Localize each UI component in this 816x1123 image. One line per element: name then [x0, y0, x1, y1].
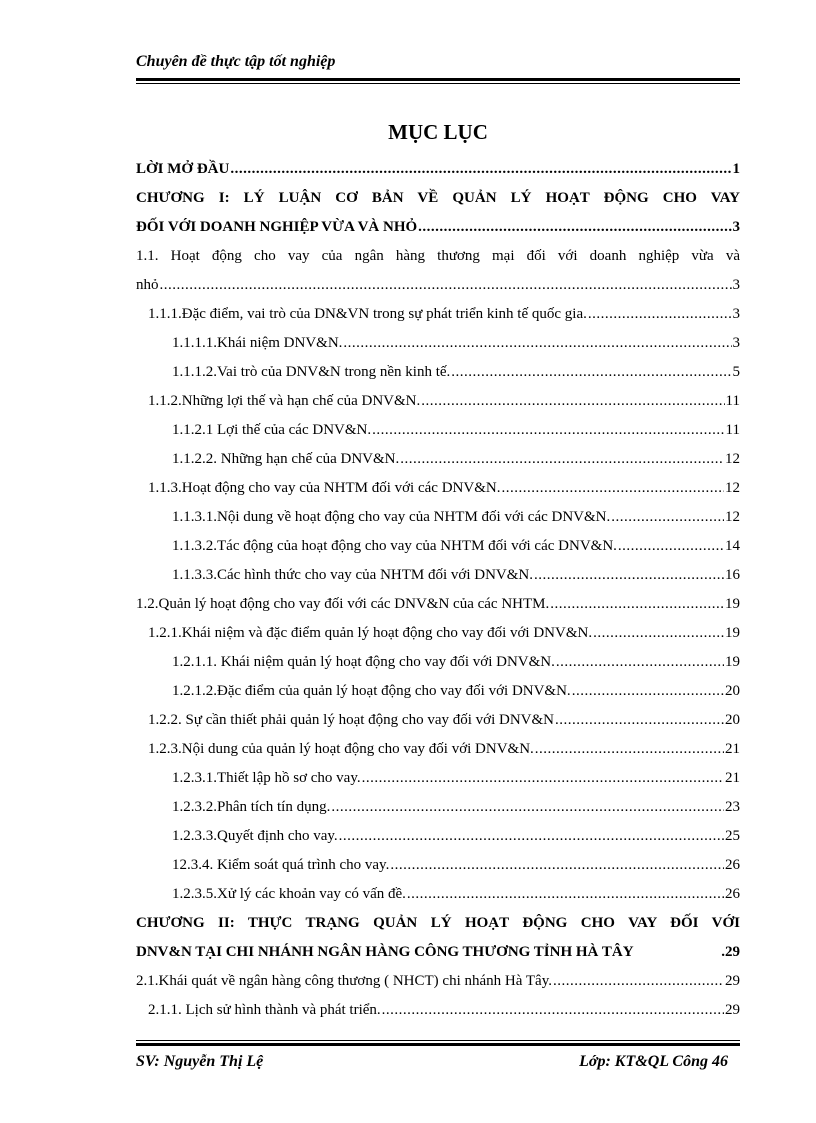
- toc-entry[interactable]: [136, 619, 740, 648]
- toc-entry[interactable]: [136, 764, 740, 793]
- toc-entry-page: 14: [725, 538, 740, 554]
- toc-entry-text: nhỏ: [136, 277, 159, 293]
- toc-entry-page: 3: [732, 277, 740, 293]
- toc-leader-dots: [343, 329, 731, 358]
- toc-entry-page: 12: [725, 451, 740, 467]
- toc-entry-text: 1.1.3.1.Nội dung về hoạt động cho vay của NHTM đối với các DNV&N.: [172, 509, 611, 525]
- toc-leader-dots: [556, 648, 724, 677]
- toc-entry-page: 26: [725, 886, 740, 902]
- toc-entry-text: LỜI MỞ ĐẦU: [136, 161, 230, 177]
- toc-entry-text-line1: CHƯƠNG II: THỰC TRẠNG QUẢN LÝ HOẠT ĐỘNG CHO VAY ĐỐI VỚI: [136, 915, 740, 931]
- toc-entry-text: 2.1.1. Lịch sử hình thành và phát triển.: [148, 1002, 381, 1018]
- toc-entry[interactable]: [136, 648, 740, 677]
- toc-leader-dots: [618, 532, 724, 561]
- toc-leader-dots: [501, 474, 724, 503]
- toc-leader-dots: [331, 793, 724, 822]
- page-footer: [136, 1040, 740, 1072]
- toc-entry[interactable]: [136, 735, 740, 764]
- footer-student: SV: Nguyễn Thị Lệ: [136, 1053, 264, 1070]
- toc-entry[interactable]: [136, 822, 740, 851]
- toc-entry[interactable]: [136, 677, 740, 706]
- toc-entry[interactable]: [136, 242, 740, 300]
- toc-leader-dots: [535, 735, 724, 764]
- toc-entry-text: DNV&N TẠI CHI NHÁNH NGÂN HÀNG CÔNG THƯƠNG TỈNH HÀ TÂY: [136, 944, 634, 960]
- toc-entry-page: 16: [725, 567, 740, 583]
- toc-entry-text: 1.2.Quản lý hoạt động cho vay đối với các DNV&N của các NHTM.: [136, 596, 550, 612]
- toc-leader-dots: [418, 213, 731, 242]
- toc-entry-text: 12.3.4. Kiểm soát quá trình cho vay.: [172, 857, 390, 873]
- toc-entry-page: .29: [721, 944, 740, 960]
- toc-entry[interactable]: [136, 967, 740, 996]
- toc-entry-text: 1.2.3.5.Xử lý các khoản vay có vấn đề.: [172, 886, 406, 902]
- toc-entry-page: 3: [732, 306, 740, 322]
- toc-leader-dots: [451, 358, 731, 387]
- toc-leader-dots: [421, 387, 724, 416]
- toc-entry-text: 1.1.2.1 Lợi thế của các DNV&N.: [172, 422, 372, 438]
- toc-entry[interactable]: [136, 706, 740, 735]
- toc-entry-page: 1: [732, 161, 740, 177]
- toc-entry-page: 12: [725, 509, 740, 525]
- toc-entry[interactable]: [136, 416, 740, 445]
- toc-leader-dots: [400, 445, 724, 474]
- toc-entry-text: 1.1.1.1.Khái niệm DNV&N.: [172, 335, 343, 351]
- toc-entry[interactable]: [136, 300, 740, 329]
- toc-entry-text-line1: 1.1. Hoạt động cho vay của ngân hàng thương mại đối với doanh nghiệp vừa và: [136, 248, 740, 264]
- toc-entry-text: 1.2.2. Sự cần thiết phải quản lý hoạt động cho vay đối với DNV&N: [148, 712, 555, 728]
- toc-entry-text: 1.2.1.Khái niệm và đặc điểm quản lý hoạt động cho vay đối với DNV&N.: [148, 625, 593, 641]
- toc-entry-page: 20: [725, 712, 740, 728]
- toc-leader-dots: [230, 155, 731, 184]
- toc-entry-text: 2.1.Khái quát về ngân hàng công thương ( NHCT) chi nhánh Hà Tây.: [136, 973, 552, 989]
- toc-leader-dots: [390, 851, 724, 880]
- toc-entry[interactable]: [136, 474, 740, 503]
- page-header: [136, 52, 740, 84]
- header-title: Chuyên đề thực tập tốt nghiệp: [136, 53, 336, 70]
- toc-leader-dots: [555, 706, 724, 735]
- toc-leader-dots: [382, 996, 724, 1025]
- toc-entry[interactable]: [136, 445, 740, 474]
- toc-entry-text: 1.1.3.2.Tác động của hoạt động cho vay của NHTM đối với các DNV&N.: [172, 538, 617, 554]
- toc-entry-page: 5: [732, 364, 740, 380]
- toc-entry[interactable]: [136, 329, 740, 358]
- toc-entry-text: 1.1.3.Hoạt động cho vay của NHTM đối với các DNV&N.: [148, 480, 501, 496]
- toc-entry-text: 1.1.2.2. Những hạn chế của DNV&N.: [172, 451, 400, 467]
- toc-entry-page: 3: [732, 219, 740, 235]
- toc-entry-text-line1: CHƯƠNG I: LÝ LUẬN CƠ BẢN VỀ QUẢN LÝ HOẠT ĐỘNG CHO VAY: [136, 190, 740, 206]
- toc-leader-dots: [550, 590, 724, 619]
- toc-entry[interactable]: [136, 532, 740, 561]
- toc-leader-dots: [339, 822, 724, 851]
- toc-leader-dots: [593, 619, 724, 648]
- toc-entry[interactable]: [136, 387, 740, 416]
- toc-leader-dots: [572, 677, 724, 706]
- toc-entry[interactable]: [136, 503, 740, 532]
- toc-entry[interactable]: [136, 358, 740, 387]
- toc-leader-dots: [553, 967, 724, 996]
- toc-entry-page: 29: [725, 1002, 740, 1018]
- footer-rule: [136, 1040, 740, 1046]
- toc-entry-page: 20: [725, 683, 740, 699]
- toc-entry-page: 26: [725, 857, 740, 873]
- toc-title: MỤC LỤC: [388, 120, 488, 144]
- toc-entry[interactable]: [136, 996, 740, 1025]
- toc-entry[interactable]: [136, 880, 740, 909]
- toc-entry-text: 1.2.1.1. Khái niệm quản lý hoạt động cho vay đối với DNV&N.: [172, 654, 555, 670]
- toc-entry-page: 19: [725, 654, 740, 670]
- footer-class: Lớp: KT&QL Công 46: [579, 1053, 728, 1070]
- toc-leader-dots: [534, 561, 724, 590]
- toc-entry-page: 21: [725, 770, 740, 786]
- toc-entry[interactable]: [136, 155, 740, 184]
- toc-entry-text: ĐỐI VỚI DOANH NGHIỆP VỪA VÀ NHỎ: [136, 219, 418, 235]
- toc-entry-page: 23: [725, 799, 740, 815]
- toc-entry[interactable]: [136, 909, 740, 967]
- toc-entry-page: 12: [725, 480, 740, 496]
- toc-entry-text: 1.2.3.2.Phân tích tín dụng.: [172, 799, 331, 815]
- toc-entry-text: 1.1.1.2.Vai trò của DNV&N trong nền kinh tế.: [172, 364, 451, 380]
- toc-leader-dots: [160, 271, 732, 300]
- toc-entry-page: 29: [725, 973, 740, 989]
- toc-entry-text: 1.1.1.Đặc điểm, vai trò của DN&VN trong sự phát triển kinh tế quốc gia.: [148, 306, 587, 322]
- toc-entry-text: 1.2.3.3.Quyết định cho vay.: [172, 828, 338, 844]
- header-rule: [136, 78, 740, 84]
- toc-entry[interactable]: [136, 851, 740, 880]
- toc-leader-dots: [407, 880, 724, 909]
- toc-entry-page: 11: [725, 393, 740, 409]
- toc-leader-dots: [588, 300, 732, 329]
- toc-entry-page: 25: [725, 828, 740, 844]
- toc-entry-page: 21: [725, 741, 740, 757]
- toc-leader-dots: [362, 764, 724, 793]
- toc-entry-page: 19: [725, 596, 740, 612]
- toc-entry[interactable]: [136, 793, 740, 822]
- toc-entry-text: 1.2.3.1.Thiết lập hồ sơ cho vay.: [172, 770, 361, 786]
- toc-entry[interactable]: [136, 184, 740, 242]
- toc-entry[interactable]: [136, 590, 740, 619]
- toc-entry-text: 1.2.1.2.Đặc điểm của quản lý hoạt động cho vay đối với DNV&N.: [172, 683, 571, 699]
- toc-entry-text: 1.1.3.3.Các hình thức cho vay của NHTM đối với DNV&N.: [172, 567, 534, 583]
- toc-entry-text: 1.1.2.Những lợi thế và hạn chế của DNV&N.: [148, 393, 421, 409]
- toc-leader-dots: [372, 416, 724, 445]
- toc-entry-page: 19: [725, 625, 740, 641]
- toc-entry[interactable]: [136, 561, 740, 590]
- table-of-contents: [136, 155, 740, 1025]
- toc-entry-page: 3: [732, 335, 740, 351]
- toc-entry-page: 11: [725, 422, 740, 438]
- toc-entry-text: 1.2.3.Nội dung của quản lý hoạt động cho vay đối với DNV&N.: [148, 741, 534, 757]
- toc-leader-dots: [611, 503, 724, 532]
